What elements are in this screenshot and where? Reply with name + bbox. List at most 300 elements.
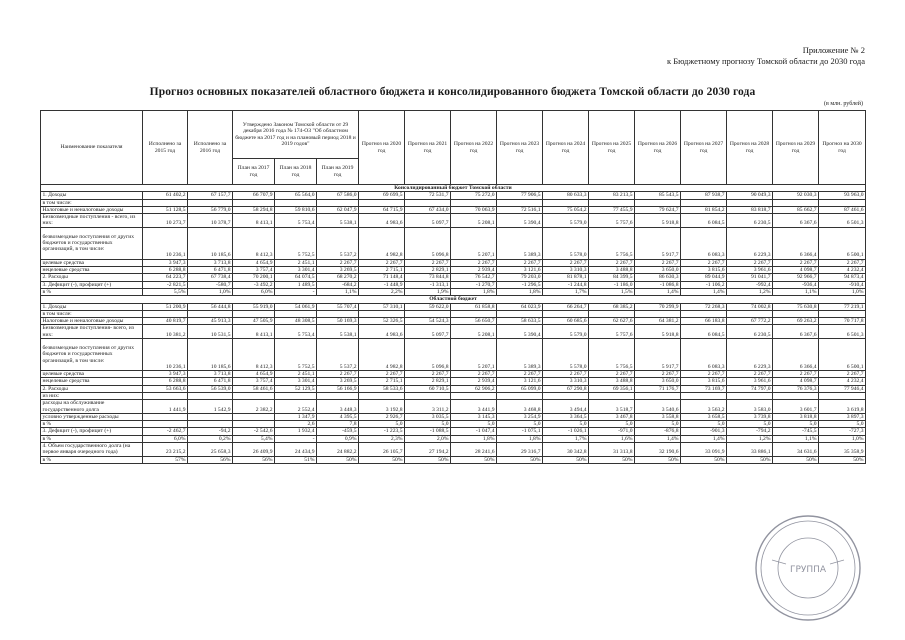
table-row bbox=[41, 206, 866, 213]
table-cell: 72 516,1 bbox=[497, 206, 543, 213]
table-cell: 2 267,7 bbox=[451, 259, 497, 266]
section-title: Консолидированный бюджет Томской области bbox=[41, 185, 866, 192]
table-cell: 2 267,7 bbox=[317, 371, 359, 378]
table-cell: 1,0% bbox=[819, 435, 866, 442]
table-cell: 77 906,5 bbox=[497, 192, 543, 199]
row-label: нецелевые средства bbox=[41, 267, 143, 274]
table-row bbox=[41, 413, 866, 420]
table-cell: 76 542,7 bbox=[451, 274, 497, 281]
table-cell: 69 356,1 bbox=[589, 385, 635, 392]
table-cell: 3 818,8 bbox=[773, 413, 819, 420]
table-cell: -1 448,9 bbox=[359, 281, 405, 288]
header-2027: Прогноз на 2027 год bbox=[681, 111, 727, 185]
table-cell: 75 630,8 bbox=[773, 303, 819, 310]
row-label: Безвозмездные поступления- всего, из них: bbox=[41, 325, 143, 339]
table-cell: 5 390,4 bbox=[497, 325, 543, 339]
table-cell: 59 810,6 bbox=[275, 206, 317, 213]
header-2026: Прогноз на 2026 год bbox=[635, 111, 681, 185]
table-cell: 56 539,0 bbox=[188, 385, 233, 392]
table-cell: 3 739,8 bbox=[727, 413, 773, 420]
table-cell: 2 267,7 bbox=[773, 371, 819, 378]
table-cell: 53 663,6 bbox=[143, 385, 188, 392]
table-cell: -1 106,2 bbox=[681, 281, 727, 288]
table-cell: 3 121,6 bbox=[497, 267, 543, 274]
table-cell: 5 578,0 bbox=[543, 227, 589, 259]
table-cell: 6 084,5 bbox=[681, 325, 727, 339]
table-cell bbox=[497, 392, 543, 399]
table-cell: 2 715,1 bbox=[359, 267, 405, 274]
table-cell: 66 707,9 bbox=[233, 192, 275, 199]
table-cell: 92 966,7 bbox=[773, 274, 819, 281]
table-cell: 79 203,0 bbox=[497, 274, 543, 281]
table-cell: 2 267,7 bbox=[359, 371, 405, 378]
header-2030: Прогноз на 2030 год bbox=[819, 111, 866, 185]
table-cell: 28 241,6 bbox=[451, 443, 497, 457]
table-cell: 10 185,6 bbox=[188, 227, 233, 259]
table-row bbox=[41, 392, 866, 399]
table-cell: 3 311,2 bbox=[405, 400, 451, 414]
table-row bbox=[41, 435, 866, 442]
table-cell: -684,2 bbox=[317, 281, 359, 288]
table-cell: 93 963,0 bbox=[819, 192, 866, 199]
table-cell bbox=[405, 310, 451, 317]
table-cell: 10 236,1 bbox=[143, 339, 188, 371]
table-row bbox=[41, 400, 866, 414]
table-cell: 5 390,4 bbox=[497, 214, 543, 228]
table-cell: 3 301,4 bbox=[275, 378, 317, 385]
table-cell: 3 947,3 bbox=[143, 259, 188, 266]
header-2029: Прогноз на 2029 год bbox=[773, 111, 819, 185]
table-cell: 69 263,2 bbox=[773, 318, 819, 325]
table-cell: 25 658,3 bbox=[188, 443, 233, 457]
table-cell: 33 091,9 bbox=[681, 443, 727, 457]
table-cell bbox=[275, 310, 317, 317]
row-label: безвозмездные поступления от других бюджетов и государственных организаций, в том числе: bbox=[41, 227, 143, 259]
table-cell: 72 531,7 bbox=[405, 192, 451, 199]
table-cell: 50% bbox=[497, 456, 543, 463]
table-cell bbox=[451, 392, 497, 399]
row-label: расходы на обслуживание государственного долга bbox=[41, 400, 143, 414]
table-cell: 1 542,9 bbox=[188, 400, 233, 414]
table-cell: 10 236,1 bbox=[143, 227, 188, 259]
table-cell: 3 757,4 bbox=[233, 267, 275, 274]
table-cell: 64 715,9 bbox=[359, 206, 405, 213]
table-cell: 62 906,2 bbox=[451, 385, 497, 392]
table-cell: 6 500,1 bbox=[819, 339, 866, 371]
header-2020: Прогноз на 2020 год bbox=[359, 111, 405, 185]
table-cell: 60 685,6 bbox=[543, 318, 589, 325]
table-cell: 5,0 bbox=[359, 421, 405, 428]
table-cell: 1,2% bbox=[727, 288, 773, 295]
table-cell: 2 926,7 bbox=[359, 413, 405, 420]
table-cell: 5 207,1 bbox=[451, 339, 497, 371]
table-cell: 4 654,9 bbox=[233, 371, 275, 378]
table-cell: 90 049,3 bbox=[727, 192, 773, 199]
table-cell: 50% bbox=[589, 456, 635, 463]
table-cell: 5,0 bbox=[589, 421, 635, 428]
table-cell: 5 207,1 bbox=[451, 227, 497, 259]
table-row bbox=[41, 288, 866, 295]
table-cell bbox=[451, 310, 497, 317]
row-label: в % bbox=[41, 288, 143, 295]
table-cell: 65 564,0 bbox=[275, 192, 317, 199]
table-cell: 2 451,1 bbox=[275, 259, 317, 266]
table-cell: 50% bbox=[681, 456, 727, 463]
table-cell: 50% bbox=[727, 456, 773, 463]
table-row bbox=[41, 214, 866, 228]
table-cell: 55 707,4 bbox=[317, 303, 359, 310]
table-cell: 10 273,7 bbox=[143, 214, 188, 228]
table-cell: 1,4% bbox=[681, 288, 727, 295]
table-cell: 1,8% bbox=[451, 288, 497, 295]
table-cell: 75 272,0 bbox=[451, 192, 497, 199]
table-cell: 56% bbox=[188, 456, 233, 463]
table-cell: 5,0 bbox=[405, 421, 451, 428]
table-cell: -1 296,5 bbox=[497, 281, 543, 288]
table-cell bbox=[143, 392, 188, 399]
table-cell: 2 267,7 bbox=[635, 371, 681, 378]
table-cell: 67 738,4 bbox=[188, 274, 233, 281]
table-cell: 3 035,5 bbox=[405, 413, 451, 420]
table-cell: 2 267,7 bbox=[819, 259, 866, 266]
table-cell bbox=[589, 199, 635, 206]
header-2023: Прогноз на 2023 год bbox=[497, 111, 543, 185]
header-2025: Прогноз на 2025 год bbox=[589, 111, 635, 185]
table-cell: 5,0 bbox=[497, 421, 543, 428]
table-cell: 8 413,1 bbox=[233, 214, 275, 228]
appendix-line-2: к Бюджетному прогнозу Томской области до 2030 года bbox=[666, 56, 865, 66]
table-cell bbox=[359, 392, 405, 399]
table-cell: 66 183,8 bbox=[681, 318, 727, 325]
table-cell: 4 232,4 bbox=[819, 267, 866, 274]
table-cell: 29 316,7 bbox=[497, 443, 543, 457]
table-cell: -580,7 bbox=[188, 281, 233, 288]
table-cell: 94 873,4 bbox=[819, 274, 866, 281]
table-cell: 85 662,7 bbox=[773, 206, 819, 213]
table-cell: -2 821,5 bbox=[143, 281, 188, 288]
table-cell bbox=[188, 413, 233, 420]
table-cell: 3 558,8 bbox=[635, 413, 681, 420]
table-cell: 2 829,1 bbox=[405, 267, 451, 274]
table-cell: 3 364,5 bbox=[543, 413, 589, 420]
table-cell bbox=[233, 392, 275, 399]
table-row bbox=[41, 303, 866, 310]
table-cell: 67 434,0 bbox=[405, 206, 451, 213]
table-cell bbox=[589, 310, 635, 317]
table-cell bbox=[143, 199, 188, 206]
table-cell: 73 169,7 bbox=[681, 385, 727, 392]
table-cell: 65 099,0 bbox=[497, 385, 543, 392]
table-cell: 3 192,8 bbox=[359, 400, 405, 414]
table-cell: 31 313,8 bbox=[589, 443, 635, 457]
table-cell: 2 829,1 bbox=[405, 378, 451, 385]
header-2015: Исполнено за 2015 год bbox=[143, 111, 188, 185]
table-row bbox=[41, 267, 866, 274]
table-cell: 1 441,9 bbox=[143, 400, 188, 414]
table-cell: 5 579,0 bbox=[543, 325, 589, 339]
table-row bbox=[41, 310, 866, 317]
table-cell: 81 854,2 bbox=[681, 206, 727, 213]
table-cell: 3 254,9 bbox=[497, 413, 543, 420]
header-indicator: Наименование показателя bbox=[41, 111, 143, 185]
table-cell: 2 267,7 bbox=[359, 259, 405, 266]
table-cell bbox=[188, 421, 233, 428]
table-cell: 1,1% bbox=[773, 435, 819, 442]
table-cell: 47 505,9 bbox=[233, 318, 275, 325]
table-cell: 5 756,5 bbox=[589, 227, 635, 259]
table-cell: 33 886,1 bbox=[727, 443, 773, 457]
header-2016: Исполнено за 2016 год bbox=[188, 111, 233, 185]
table-cell bbox=[451, 199, 497, 206]
table-cell: 75 054,2 bbox=[543, 206, 589, 213]
table-cell: 34 631,6 bbox=[773, 443, 819, 457]
table-row bbox=[41, 371, 866, 378]
table-cell: 2 267,7 bbox=[681, 371, 727, 378]
table-cell: 5 538,1 bbox=[317, 325, 359, 339]
table-cell: 1,0% bbox=[188, 288, 233, 295]
table-cell: 2 267,7 bbox=[589, 259, 635, 266]
table-cell: 62 047,9 bbox=[317, 206, 359, 213]
table-cell: 5,5% bbox=[143, 288, 188, 295]
table-cell: 84 399,5 bbox=[589, 274, 635, 281]
table-cell: 4 098,7 bbox=[773, 378, 819, 385]
table-cell: 50% bbox=[317, 456, 359, 463]
table-cell: 5,0 bbox=[543, 421, 589, 428]
section-header-consolidated bbox=[41, 185, 866, 192]
table-cell: 81 878,1 bbox=[543, 274, 589, 281]
table-cell: 5 578,0 bbox=[543, 339, 589, 371]
table-cell: 52 129,5 bbox=[275, 385, 317, 392]
table-cell: 1,4% bbox=[635, 288, 681, 295]
table-cell: 5 579,0 bbox=[543, 214, 589, 228]
row-label: в % bbox=[41, 435, 143, 442]
section-title: Областной бюджет bbox=[41, 296, 866, 303]
table-cell: 3 448,3 bbox=[317, 400, 359, 414]
table-cell: 57% bbox=[143, 456, 188, 463]
table-row bbox=[41, 274, 866, 281]
table-cell: 67 586,0 bbox=[317, 192, 359, 199]
row-label: в том числе: bbox=[41, 310, 143, 317]
table-cell: -1 313,1 bbox=[405, 281, 451, 288]
header-2028: Прогноз на 2028 год bbox=[727, 111, 773, 185]
table-cell: -876,8 bbox=[635, 428, 681, 435]
table-cell: -910,4 bbox=[819, 281, 866, 288]
table-cell: 5 389,3 bbox=[497, 339, 543, 371]
row-label: Налоговые и неналоговые доходы bbox=[41, 206, 143, 213]
table-cell: 3 310,3 bbox=[543, 378, 589, 385]
table-cell: 74 002,8 bbox=[727, 303, 773, 310]
table-cell: 3 815,6 bbox=[681, 378, 727, 385]
table-cell: 1,8% bbox=[497, 435, 543, 442]
table-cell: 5 538,1 bbox=[317, 214, 359, 228]
table-cell: 87 938,7 bbox=[681, 192, 727, 199]
table-cell: 80 633,3 bbox=[543, 192, 589, 199]
table-cell bbox=[589, 392, 635, 399]
table-cell: -727,3 bbox=[819, 428, 866, 435]
table-cell: -936,4 bbox=[773, 281, 819, 288]
table-cell bbox=[635, 310, 681, 317]
table-cell: 6 366,4 bbox=[773, 339, 819, 371]
table-cell: 2 939,4 bbox=[451, 267, 497, 274]
table-cell: 89 044,9 bbox=[681, 274, 727, 281]
table-cell: 2 267,7 bbox=[819, 371, 866, 378]
header-plan-2018: План на 2018 год bbox=[275, 159, 317, 185]
table-cell: 5 918,8 bbox=[635, 214, 681, 228]
table-cell: 6 367,6 bbox=[773, 325, 819, 339]
table-cell: 4 395,5 bbox=[317, 413, 359, 420]
table-cell bbox=[773, 392, 819, 399]
section-header-regional bbox=[41, 296, 866, 303]
table-cell: 70 299,9 bbox=[635, 303, 681, 310]
table-cell: 8 412,3 bbox=[233, 339, 275, 371]
table-cell bbox=[275, 199, 317, 206]
table-cell: 74 797,0 bbox=[727, 385, 773, 392]
row-label: в % bbox=[41, 456, 143, 463]
table-cell: 2 267,7 bbox=[405, 371, 451, 378]
table-cell: 35 358,9 bbox=[819, 443, 866, 457]
table-cell: -459,5 bbox=[317, 428, 359, 435]
table-row bbox=[41, 192, 866, 199]
table-cell: -901,3 bbox=[681, 428, 727, 435]
row-label: безвозмездные поступления от других бюджетов и государственных организаций, в том числе: bbox=[41, 339, 143, 371]
table-cell: 3 601,7 bbox=[773, 400, 819, 414]
table-cell: -745,5 bbox=[773, 428, 819, 435]
table-cell: 5 208,1 bbox=[451, 325, 497, 339]
table-cell: 85 543,5 bbox=[635, 192, 681, 199]
table-cell: 3 650,0 bbox=[635, 378, 681, 385]
table-cell: 52 326,5 bbox=[359, 318, 405, 325]
table-cell: 59 622,0 bbox=[405, 303, 451, 310]
table-row bbox=[41, 456, 866, 463]
table-cell: 8 412,3 bbox=[233, 227, 275, 259]
table-cell: 3 145,3 bbox=[451, 413, 497, 420]
table-cell: 77 946,4 bbox=[819, 385, 866, 392]
table-cell: 5 757,6 bbox=[589, 325, 635, 339]
table-cell: 48 308,5 bbox=[275, 318, 317, 325]
table-cell bbox=[819, 199, 866, 206]
table-cell: 5 537,2 bbox=[317, 339, 359, 371]
table-cell: 4 654,9 bbox=[233, 259, 275, 266]
table-cell: 45 913,3 bbox=[188, 318, 233, 325]
table-cell: 71 176,7 bbox=[635, 385, 681, 392]
table-cell: 2 267,7 bbox=[543, 259, 589, 266]
table-cell: 64 023,9 bbox=[497, 303, 543, 310]
table-cell bbox=[143, 413, 188, 420]
table-cell: 5 537,2 bbox=[317, 227, 359, 259]
table-cell: 51% bbox=[275, 456, 317, 463]
table-cell: 5 917,7 bbox=[635, 227, 681, 259]
table-cell: 1,4% bbox=[635, 435, 681, 442]
table-cell: 3 540,6 bbox=[635, 400, 681, 414]
table-row bbox=[41, 325, 866, 339]
table-cell: 1,1% bbox=[317, 288, 359, 295]
table-cell: 64 223,7 bbox=[143, 274, 188, 281]
table-cell: 56 166,9 bbox=[317, 385, 359, 392]
table-cell: 2 267,7 bbox=[543, 371, 589, 378]
table-cell: 3 488,8 bbox=[589, 378, 635, 385]
table-cell: 2 267,7 bbox=[317, 259, 359, 266]
table-cell: 69 699,5 bbox=[359, 192, 405, 199]
table-cell: 86 630,3 bbox=[635, 274, 681, 281]
table-cell: 1,8% bbox=[451, 435, 497, 442]
row-label: Безвозмездные поступления - всего, из них: bbox=[41, 214, 143, 228]
header-2022: Прогноз на 2022 год bbox=[451, 111, 497, 185]
table-cell: 5,4% bbox=[233, 435, 275, 442]
table-cell: 1 932,4 bbox=[275, 428, 317, 435]
table-cell: 6 229,3 bbox=[727, 227, 773, 259]
table-cell: 2,2% bbox=[359, 288, 405, 295]
table-cell: 5 208,1 bbox=[451, 214, 497, 228]
table-cell: 50% bbox=[405, 456, 451, 463]
table-cell: 6 366,4 bbox=[773, 227, 819, 259]
table-cell: 5 096,8 bbox=[405, 339, 451, 371]
table-cell: 10 531,5 bbox=[188, 325, 233, 339]
header-2021: Прогноз на 2021 год bbox=[405, 111, 451, 185]
table-cell: 3 815,6 bbox=[681, 267, 727, 274]
appendix-line-1: Приложение № 2 bbox=[802, 45, 865, 55]
table-cell: 3 713,8 bbox=[188, 371, 233, 378]
table-cell: -3 492,2 bbox=[233, 281, 275, 288]
table-cell: 64 074,5 bbox=[275, 274, 317, 281]
table-cell: - bbox=[275, 435, 317, 442]
table-cell: 5 752,5 bbox=[275, 339, 317, 371]
table-cell: 3 619,8 bbox=[819, 400, 866, 414]
table-cell: 3 757,4 bbox=[233, 378, 275, 385]
table-row bbox=[41, 385, 866, 392]
table-cell: 3 269,5 bbox=[317, 267, 359, 274]
table-cell: 60 710,5 bbox=[405, 385, 451, 392]
row-label: 1. Доходы bbox=[41, 192, 143, 199]
table-row bbox=[41, 227, 866, 259]
header-law: Утверждено Законом Томской области от 29 декабря 2016 года № 174-ОЗ "Об областном бюджете на 2017 год и на плановый период 2018 и 2019 годов" bbox=[233, 111, 359, 159]
table-cell: 2 382,2 bbox=[233, 400, 275, 414]
table-cell bbox=[143, 310, 188, 317]
table-cell bbox=[317, 199, 359, 206]
table-cell: 61 858,8 bbox=[451, 303, 497, 310]
table-cell: 4 232,4 bbox=[819, 378, 866, 385]
row-label: 2. Расходы bbox=[41, 274, 143, 281]
table-cell: 5 918,8 bbox=[635, 325, 681, 339]
table-cell: 57 310,1 bbox=[359, 303, 405, 310]
table-row bbox=[41, 318, 866, 325]
table-cell bbox=[497, 310, 543, 317]
table-cell: 50 169,3 bbox=[317, 318, 359, 325]
row-label: 3. Дефицит (-), профицит (+) bbox=[41, 281, 143, 288]
table-cell: 70 717,8 bbox=[819, 318, 866, 325]
table-cell bbox=[681, 199, 727, 206]
table-cell: 6 229,3 bbox=[727, 339, 773, 371]
table-cell bbox=[543, 392, 589, 399]
table-body bbox=[41, 185, 866, 464]
header-plan-2017: План на 2017 год bbox=[233, 159, 275, 185]
table-cell: 3 961,6 bbox=[727, 267, 773, 274]
table-cell bbox=[188, 392, 233, 399]
document-title: Прогноз основных показателей областного бюджета и консолидированного бюджета Томской области до 2030 года bbox=[149, 86, 756, 98]
table-cell: 3 468,8 bbox=[497, 400, 543, 414]
table-cell: 2 267,7 bbox=[727, 259, 773, 266]
table-cell: 72 268,3 bbox=[681, 303, 727, 310]
table-cell: 51 128,5 bbox=[143, 206, 188, 213]
table-cell: 67 157,7 bbox=[188, 192, 233, 199]
table-cell: 58 533,6 bbox=[359, 385, 405, 392]
table-cell: -794,2 bbox=[727, 428, 773, 435]
row-label: 2. Расходы bbox=[41, 385, 143, 392]
table-cell bbox=[233, 413, 275, 420]
table-cell: 5 757,6 bbox=[589, 214, 635, 228]
units-note: (в млн. рублей) bbox=[824, 101, 863, 107]
table-cell: 6 084,5 bbox=[681, 214, 727, 228]
official-seal-stamp bbox=[752, 512, 864, 624]
